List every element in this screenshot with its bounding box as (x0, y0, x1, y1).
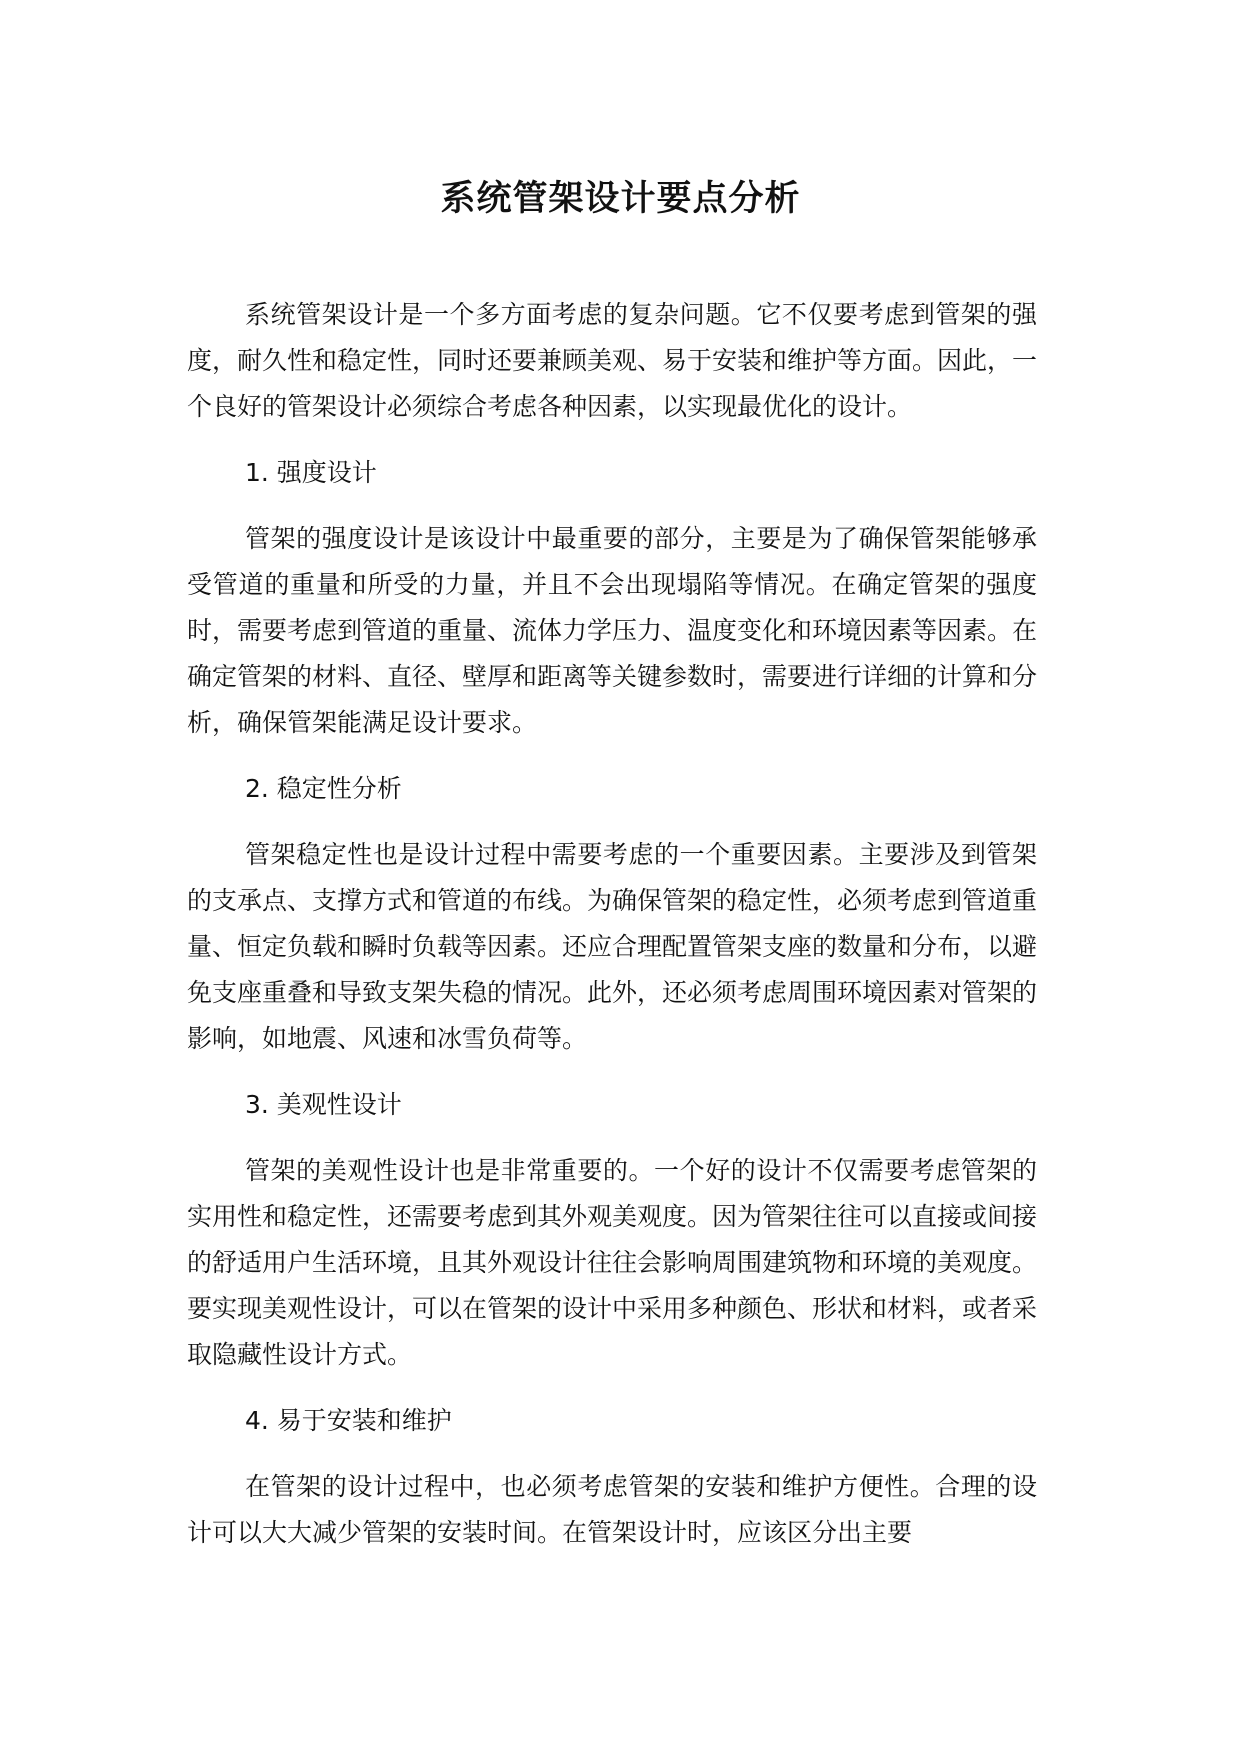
section-paragraph-stability: 管架稳定性也是设计过程中需要考虑的一个重要因素。主要涉及到管架的支承点、支撑方式和管道的布线。为确保管架的稳定性，必须考虑到管道重量、恒定负载和瞬时负载等因素。还应合理配置管架支座的数量和分布，以避免支座重叠和导致支架失稳的情况。此外，还必须考虑周围环境因素对管架的影响，如地震、风速和冰雪负荷等。 (187, 840, 1038, 1053)
section-heading-installation: 4. 易于安装和维护 (245, 1406, 452, 1435)
document-title: 系统管架设计要点分析 (440, 179, 801, 219)
section-paragraph-aesthetics: 管架的美观性设计也是非常重要的。一个好的设计不仅需要考虑管架的实用性和稳定性，还需要考虑到其外观美观度。因为管架往往可以直接或间接的舒适用户生活环境，且其外观设计往往会影响周围建筑物和环境的美观度。要实现美观性设计，可以在管架的设计中采用多种颜色、形状和材料，或者采取隐藏性设计方式。 (187, 1156, 1038, 1369)
section-paragraph-installation: 在管架的设计过程中，也必须考虑管架的安装和维护方便性。合理的设计可以大大减少管架的安装时间。在管架设计时，应该区分出主要 (187, 1472, 1037, 1547)
section-paragraph-strength: 管架的强度设计是该设计中最重要的部分，主要是为了确保管架能够承受管道的重量和所受的力量，并且不会出现塌陷等情况。在确定管架的强度时，需要考虑到管道的重量、流体力学压力、温度变化和环境因素等因素。在确定管架的材料、直径、壁厚和距离等关键参数时，需要进行详细的计算和分析，确保管架能满足设计要求。 (187, 524, 1038, 737)
section-heading-stability: 2. 稳定性分析 (245, 774, 402, 803)
intro-paragraph: 系统管架设计是一个多方面考虑的复杂问题。它不仅要考虑到管架的强度，耐久性和稳定性，同时还要兼顾美观、易于安装和维护等方面。因此，一个良好的管架设计必须综合考虑各种因素，以实现最优化的设计。 (187, 300, 1038, 421)
document-body (187, 292, 1037, 1576)
section-heading-strength: 1. 强度设计 (245, 458, 377, 487)
section-heading-aesthetics: 3. 美观性设计 (245, 1090, 402, 1119)
